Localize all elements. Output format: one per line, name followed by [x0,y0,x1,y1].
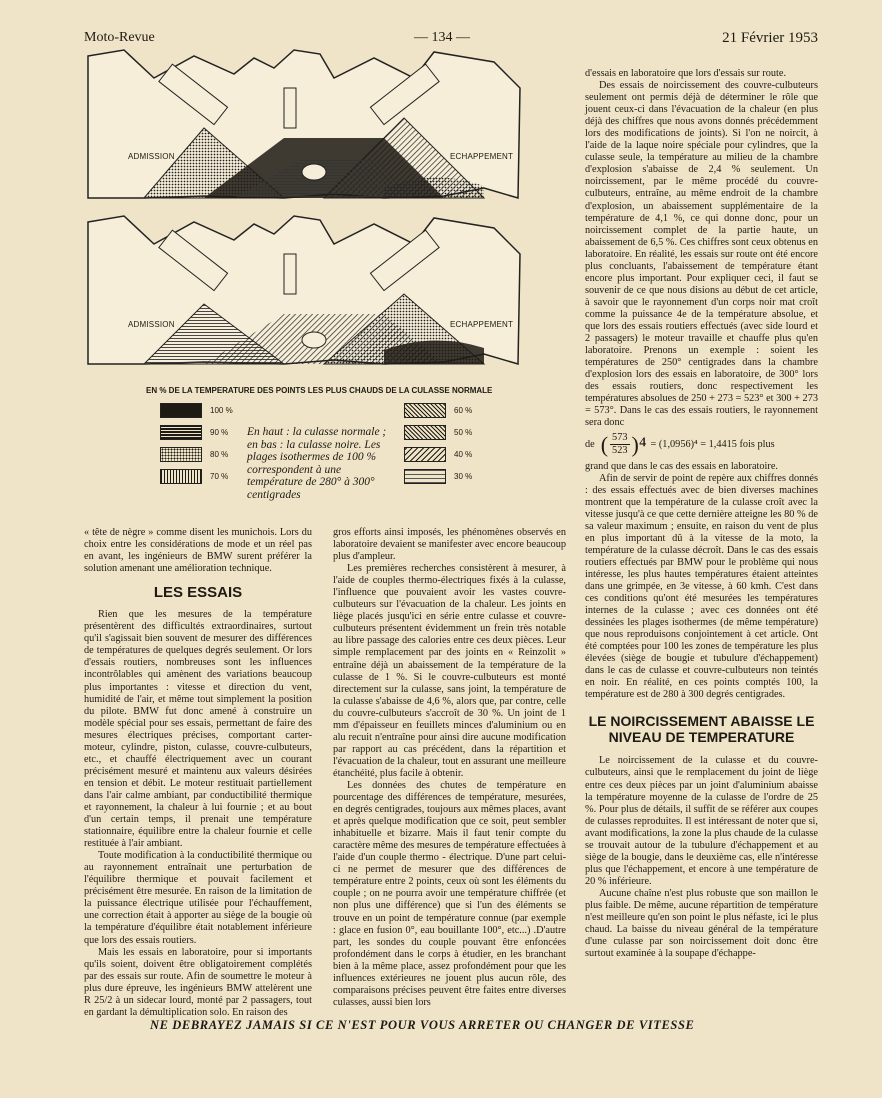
legend-item: 90 % [160,423,233,441]
swatch-80 [160,447,202,462]
swatch-50 [404,425,446,440]
paragraph: « tête de nègre » comme disent les munichois. Lors du choix entre les considérations de mode et un réel pas en avant, les ingénieurs de BMW surent préférer la solution amenant une amélioration technique. [84,527,312,575]
legend-item: 70 % [160,467,233,485]
paragraph: Afin de servir de point de repère aux chiffres donnés : des essais effectués avec de bien diverses machines montrent que la température de la culasse croît avec la vitesse jusqu'à ce que cette dernière atteigne les 80 % de sa valeur maximum ; ensuite, en raison du vent de plus en plus important dû à la vitesse de la moto, la température de la culasse décroît. Dans le cas des essais routiers effectués par BMW pour le problème qui nous intéresse, les plus hautes températures étaient atteintes dans une grimpée, en 3e vitesse, à 60 kmh. C'est dans ces conditions qu'ont été mesurées les températures internes de la culasse ; avec ces données ont été dessinées les plages isothermes (de même température) que nous reproduisons conjointement à cet article. Ont été comptées pour 100 les zones de température les plus élevées (siège de bougie et tubulure d'échappement) dans le cas de culasse et couvre-culbuteurs non teintés en noir. En réalité, en ces points comptés 100, la température est de 280 à 300 degrés centigrades. [585,472,818,701]
paragraph: gros efforts ainsi imposés, les phénomènes observés en laboratoire devaient se manifester avec encore beaucoup plus d'ampleur. [333,527,566,563]
paragraph: Rien que les mesures de la température présentèrent des difficultés extraordinaires, surtout qu'il s'agissait bien souvent de mesurer des différences de températures de quelques degrés seulement. Or lors d'essais routiers, nombreuses sont les influences incontrôlables qui amènent des variations beaucoup plus importantes : vitesse et direction du vent, humidité de l'air, et même tout simplement la position du pilote. BMW fut donc amené à construire un modèle spécial pour ses essais, permettant de faire des mesures électriques précises, comportant carter-moteur, cylindre, piston, culasse, couvre-culbuteurs, etc., et chauffé électriquement avec un courant précisément mesuré et maintenu aux valeurs désirées en tension et débit. Le moteur restituait partiellement dans l'air calme ambiant, par conductibilité thermique et rayonnement, la chaleur à lui fournie ; et au bout d'un certain temps, il prenait une température stationnaire, équilibre entre la chaleur fournie et celle restituée à l'air ambiant. [84,609,312,850]
paragraph: Aucune chaîne n'est plus robuste que son maillon le plus faible. De même, aucune répartition de température n'est meilleure qu'en son point le plus néfaste, ici le plus chaud. La baisse du niveau général de la température d'une culasse par son noircissement doit donc être surtout examinée à la soupape d'échappe- [585,887,818,960]
paragraph: Des essais de noircissement des couvre-culbuteurs seulement ont permis déjà de déterminer le rôle que jouent ceux-ci dans l'évacuation de la chaleur (en plus déjà des chiffres que nous avons donnés précédemment lors des modifications de joints). Si l'on ne noircit, à l'aide de la laque noire spéciale pour cylindres, que la culasse seule, la température au milieu de la chambre d'explosion s'abaisse de 2,4 % seulement. Un noircissement, par le même procédé du couvre-culbuteurs, entraîne, au même endroit de la chambre d'explosion, un abaissement supplémentaire de la température de 4,1 %, ce qui donne donc, pour un noircissement complet de la partie haute, un abaissement de 6,5 %. Ces chiffres sont ceux obtenus en laboratoire. En réalité, les essais sur route ont été encore plus concluants, l'abaissement de température étant encore plus important. Pour expliquer ceci, il faut se souvenir de ce que nous disions au début de cet article, à savoir que le rayonnement d'un corps noir mat croît comme la puissance 4e de la température absolue, et que lors des essais routiers effectués (avec side lourd et 2 passagers) le moteur travaille et chauffe plus qu'en laboratoire. Prenons un exemple : soient les températures de 250° centigrades dans la chambre d'explosion lors des essais en laboratoire, de 300° lors des essais routiers, donc respectivement les températures absolues de 250 + 273 = 523° et 300 + 273 = 573°. Dans le cas des essais routiers, le rayonnement sera donc [585,80,818,429]
issue-date: 21 Février 1953 [722,30,818,46]
paragraph: Le noircissement de la culasse et du couvre-culbuteurs, ainsi que le remplacement du joint de liège entre ces deux pièces par un joint d'aluminium abaisse la température moyenne de la culasse de l'ordre de 25 %. Pour plus de détails, il suffit de se référer aux coupes de culasses reproduites. Il est intéressant de noter que si, avant modifications, la zone la plus chaude de la culasse se trouvait autour de la tubulure d'échappement et au siège de la bougie, dans le deuxième cas, elle n'intéresse plus que l'échappement, et encore à une température de 20 % inférieure. [585,755,818,887]
legend-item: 50 % [404,423,472,441]
legend-right-column [404,401,472,489]
echappement-label-top: ECHAPPEMENT [450,152,514,161]
paragraph: d'essais en laboratoire que lors d'essais sur route. [585,68,787,79]
legend-item: 40 % [404,445,472,463]
swatch-40 [404,447,446,462]
section-heading-noircissement: LE NOIRCISSEMENT ABAISSE LE NIVEAU DE TEMPERATURE [588,713,815,746]
paragraph: Les premières recherches consistèrent à mesurer, à l'aide de couples thermo-électriques fixés à la culasse, l'influence que pouvaient avoir les vastes couvre-culbuteurs sur l'évacuation de la chaleur. Les joints en liège placés jusqu'ici en série entre culasse et couvre-culbuteurs présentent évidemment un frein très notable au libre passage des calories entre ces deux pièces. Leur simple remplacement par des joints en « Reinzolit » entraîne déjà un abaissement de la température de la culasse de 1 %. Si le couvre-culbuteurs est monté directement sur la culasse, sans joint, la température de la culasse s'abaisse de 4,6 %, alors que, par contre, celle du couvre-culbuteurs s'accroît de 30 %. Un joint de 1 mm d'épaisseur en feuillets minces d'aluminium ou en alu recuit n'entraîne pour ainsi dire aucune modification par rapport au cas précédent, dans la répartition et l'évacuation de la chaleur, tout en assurant une meilleure étanchéité, plus facile à obtenir. [333,563,566,779]
swatch-100 [160,403,202,418]
admission-label-bottom: ADMISSION [128,320,175,329]
lower-section-black-head [88,216,520,364]
legend-item: 30 % [404,467,472,485]
legend-item: 80 % [160,445,233,463]
magazine-name: Moto-Revue [84,30,155,45]
formula-fraction: $\frac{573}{523}$ [612,432,628,457]
page-number: — 134 — [414,30,470,45]
column-1 [84,527,312,1019]
legend-left-column [160,401,233,489]
upper-section-normal-head [88,50,520,198]
swatch-30 [404,469,446,484]
legend-title: EN % DE LA TEMPERATURE DES POINTS LES PLUS CHAUDS DE LA CULASSE NORMALE [146,386,493,395]
swatch-90 [160,425,202,440]
radiation-formula: de ( $\frac{573}{523}$ )⁴ = (1,0956)⁴ = 1,4415 fois plus [585,431,775,457]
section-heading-essais: LES ESSAIS [153,584,243,602]
column-2 [333,527,566,1009]
swatch-60 [404,403,446,418]
cylinder-head-figure [84,48,522,383]
swatch-70 [160,469,202,484]
legend-item: 100 % [160,401,233,419]
legend-item: 60 % [404,401,472,419]
footer-slogan: NE DEBRAYEZ JAMAIS SI CE N'EST POUR VOUS ARRETER OU CHANGER DE VITESSE [150,1018,695,1032]
paragraph: Mais les essais en laboratoire, pour si importants qu'ils soient, doivent être obligatoirement complétés par des essais sur route. Afin de soumettre le moteur à plus dure épreuve, les ingénieurs BMW attelèrent une R 25/2 à un sidecar lourd, monté par 2 passagers, tout en gardant la démultiplication solo. En raison des [84,946,312,1018]
paragraph: grand que dans le cas des essais en laboratoire. [585,460,778,472]
paragraph: Toute modification à la conductibilité thermique ou au rayonnement entraînait une perturbation de l'équilibre thermique et pouvait facilement et précisément être mesurée. En raison de la limitation de la puissance électrique utilisée pour l'échauffement, une correction était à apporter au siège de la bougie où la température d'équilibre était notablement inférieure que lors des essais routiers. [84,850,312,946]
column-3 [585,68,818,960]
echappement-label-bottom: ECHAPPEMENT [450,320,514,329]
paragraph: Les données des chutes de température en pourcentage des différences de température, mesurées, en degrés centigrades, toujours aux mêmes places, avant et après quelque modification que ce soit, peut sembler inhabituelle et bizarre. Mais il faut tenir compte du caractère même des mesures de température effectuées à l'aide d'un couple thermo - électrique. D'une part celui-ci ne permet de mesurer que des différences de température entre 2 points, ceux où sont les éléments du couple ; on ne pourra avoir une température chiffrée (et non plus une différence) que si l'un des éléments se trouve en un point de température connue (par exemple : glace en fusion 0°, eau bouillante 100°, etc...) .D'autre part, les sondes du couple pouvant être enfoncées profondément dans le corps à étudier, en les branchant bien à la même place, assez profondément pour que les influences extérieures ne jouent plus aucun rôle, des comparaisons précises peuvent être faites entre diverses culasses, aussi bien lors [333,779,566,1008]
admission-label-top: ADMISSION [128,152,175,161]
figure-caption: En haut : la culasse normale ; en bas : la culasse noire. Les plages isothermes de 100 % correspondent à une température de 280° à 300° centigrades [247,426,387,501]
